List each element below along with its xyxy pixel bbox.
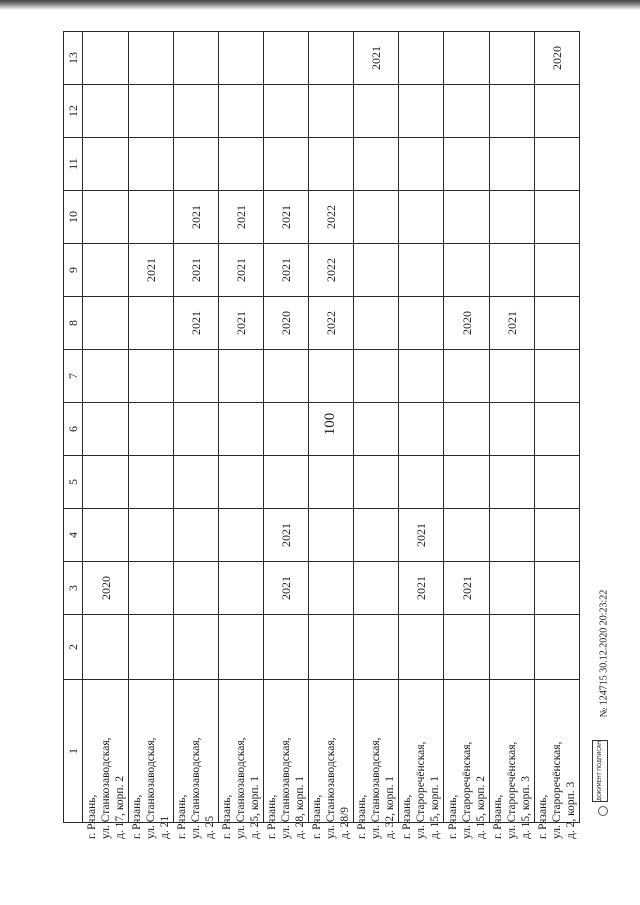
- year-cell: [534, 244, 579, 297]
- year-cell: [173, 191, 218, 244]
- year-cell: [218, 138, 263, 191]
- year-cell: [399, 403, 444, 456]
- address-cell: [354, 680, 399, 839]
- year-cell: [128, 403, 173, 456]
- year-cell: [354, 191, 399, 244]
- table-row: [64, 191, 580, 244]
- year-value: 2021: [279, 523, 294, 547]
- year-cell: [173, 509, 218, 562]
- year-cell: [218, 562, 263, 615]
- year-cell: [173, 350, 218, 403]
- address-text: [446, 663, 488, 839]
- year-value: 2021: [414, 576, 429, 600]
- address-text: [130, 663, 172, 839]
- year-cell: [444, 191, 489, 244]
- year-cell: [128, 509, 173, 562]
- year-cell: [263, 297, 308, 350]
- address-cell: [534, 680, 579, 839]
- year-cell: [128, 350, 173, 403]
- year-cell: [489, 244, 534, 297]
- column-header-label: 3: [66, 585, 81, 591]
- year-cell: [263, 350, 308, 403]
- year-cell: [444, 403, 489, 456]
- year-value: 2021: [188, 205, 203, 229]
- year-cell: [399, 138, 444, 191]
- year-cell: [444, 456, 489, 509]
- year-cell: [489, 456, 534, 509]
- year-value: 2021: [279, 205, 294, 229]
- year-cell: [399, 244, 444, 297]
- address-text: [265, 663, 307, 839]
- column-header-label: 10: [66, 211, 81, 223]
- year-cell: [218, 350, 263, 403]
- year-cell: [218, 403, 263, 456]
- year-cell: [354, 138, 399, 191]
- year-cell: [354, 509, 399, 562]
- year-cell: [444, 350, 489, 403]
- page-number: 100: [322, 412, 338, 436]
- year-cell: [534, 350, 579, 403]
- signature-stamp-text: ДОКУМЕНТ ПОДПИСАН: [597, 740, 603, 802]
- year-cell: [309, 350, 354, 403]
- address-line: ул. Староречёнская,: [505, 741, 518, 839]
- address-cell: [489, 680, 534, 839]
- column-header: [64, 456, 83, 509]
- address-text: [355, 663, 397, 839]
- table-row: [64, 350, 580, 403]
- column-header-label: 2: [66, 644, 81, 650]
- year-cell: [534, 562, 579, 615]
- year-cell: [128, 562, 173, 615]
- year-cell: [263, 138, 308, 191]
- year-cell: [263, 191, 308, 244]
- year-cell: [218, 456, 263, 509]
- year-value: 2022: [324, 205, 339, 229]
- year-cell: [263, 403, 308, 456]
- year-cell: [309, 403, 354, 456]
- year-cell: [354, 32, 399, 85]
- year-cell: [83, 191, 128, 244]
- year-value: 2021: [188, 258, 203, 282]
- year-cell: [218, 244, 263, 297]
- year-cell: [173, 456, 218, 509]
- year-cell: [444, 138, 489, 191]
- year-value: 2021: [279, 258, 294, 282]
- year-cell: [263, 85, 308, 138]
- table-row: [64, 403, 580, 456]
- year-cell: [444, 32, 489, 85]
- address-text: [310, 663, 352, 839]
- year-cell: [534, 297, 579, 350]
- year-cell: [173, 32, 218, 85]
- address-cell: [399, 680, 444, 839]
- year-cell: [444, 562, 489, 615]
- address-cell: [218, 680, 263, 839]
- year-cell: [83, 456, 128, 509]
- year-cell: [218, 509, 263, 562]
- column-header: [64, 32, 83, 85]
- year-cell: [128, 85, 173, 138]
- address-cell: [173, 680, 218, 839]
- address-text: [491, 663, 533, 839]
- address-line: г. Рязань,: [536, 794, 549, 839]
- year-value: 2022: [324, 311, 339, 335]
- column-header: [64, 680, 83, 823]
- year-cell: [218, 85, 263, 138]
- year-cell: [444, 85, 489, 138]
- year-cell: [444, 297, 489, 350]
- address-line: д. 28/9: [339, 806, 352, 839]
- year-cell: [83, 138, 128, 191]
- address-line: д. 25: [203, 815, 216, 839]
- address-line: ул. Станкозаводская,: [325, 737, 338, 839]
- address-text: [220, 663, 262, 839]
- year-value: 2021: [233, 311, 248, 335]
- year-cell: [263, 509, 308, 562]
- year-cell: [534, 138, 579, 191]
- year-cell: [354, 456, 399, 509]
- year-cell: [444, 509, 489, 562]
- table-row: [64, 562, 580, 615]
- year-cell: [399, 85, 444, 138]
- year-cell: [83, 244, 128, 297]
- year-cell: [83, 85, 128, 138]
- year-cell: [534, 32, 579, 85]
- year-value: 2021: [369, 46, 384, 70]
- column-header-label: 9: [66, 267, 81, 273]
- address-cell: [128, 680, 173, 839]
- year-cell: [489, 509, 534, 562]
- year-cell: [354, 297, 399, 350]
- year-cell: [399, 191, 444, 244]
- year-cell: [263, 562, 308, 615]
- year-value: 2022: [324, 258, 339, 282]
- year-cell: [263, 456, 308, 509]
- column-header-label: 5: [66, 479, 81, 485]
- address-line: д. 21: [158, 815, 171, 839]
- address-cell: [444, 680, 489, 839]
- address-line: ул. Станкозаводская,: [144, 737, 157, 839]
- year-cell: [83, 297, 128, 350]
- address-line: д. 32, корп. 1: [384, 775, 397, 839]
- address-text: [536, 663, 578, 839]
- column-header-label: 4: [66, 532, 81, 538]
- address-line: г. Рязань,: [175, 794, 188, 839]
- year-cell: [128, 297, 173, 350]
- year-cell: [263, 244, 308, 297]
- year-cell: [399, 297, 444, 350]
- year-value: 2020: [459, 311, 474, 335]
- column-header: [64, 244, 83, 297]
- address-text: [85, 663, 127, 839]
- year-cell: [309, 297, 354, 350]
- address-line: д. 28, корп. 1: [294, 775, 307, 839]
- address-line: г. Рязань,: [491, 794, 504, 839]
- year-cell: [128, 456, 173, 509]
- year-cell: [128, 138, 173, 191]
- address-line: д. 15, корп. 3: [519, 775, 532, 839]
- column-header: [64, 191, 83, 244]
- address-line: д. 15, корп. 1: [429, 775, 442, 839]
- table-row: [64, 85, 580, 138]
- year-cell: [354, 244, 399, 297]
- signature-stamp: [592, 740, 608, 802]
- address-line: ул. Станкозаводская,: [234, 737, 247, 839]
- year-cell: [354, 403, 399, 456]
- address-line: ул. Староречёнская,: [550, 741, 563, 839]
- address-line: д. 25, корп. 1: [248, 775, 261, 839]
- address-line: ул. Станкозаводская,: [99, 737, 112, 839]
- address-line: г. Рязань,: [220, 794, 233, 839]
- address-cell: [263, 680, 308, 839]
- address-line: г. Рязань,: [85, 794, 98, 839]
- year-cell: [489, 85, 534, 138]
- year-cell: [489, 191, 534, 244]
- address-line: д. 2, корп. 3: [564, 781, 577, 839]
- schedule-table: [63, 31, 580, 839]
- address-line: ул. Станкозаводская,: [189, 737, 202, 839]
- column-header-label: 1: [66, 748, 81, 754]
- year-cell: [534, 85, 579, 138]
- year-cell: [309, 562, 354, 615]
- address-text: [400, 663, 442, 839]
- year-cell: [309, 244, 354, 297]
- column-header-label: 12: [66, 105, 81, 117]
- year-value: 2020: [549, 46, 564, 70]
- year-cell: [534, 509, 579, 562]
- year-cell: [83, 32, 128, 85]
- column-header-label: 7: [66, 373, 81, 379]
- column-header: [64, 350, 83, 403]
- year-cell: [309, 32, 354, 85]
- year-cell: [399, 509, 444, 562]
- year-cell: [309, 509, 354, 562]
- year-cell: [399, 32, 444, 85]
- address-line: г. Рязань,: [356, 794, 369, 839]
- table-row: [64, 509, 580, 562]
- year-cell: [128, 244, 173, 297]
- column-header: [64, 403, 83, 456]
- year-value: 2021: [233, 258, 248, 282]
- year-value: 2021: [414, 523, 429, 547]
- year-cell: [354, 562, 399, 615]
- year-cell: [309, 191, 354, 244]
- year-cell: [128, 191, 173, 244]
- address-line: г. Рязань,: [130, 794, 143, 839]
- column-header: [64, 562, 83, 615]
- column-header: [64, 615, 83, 680]
- year-cell: [489, 297, 534, 350]
- year-cell: [489, 138, 534, 191]
- year-value: 2021: [459, 576, 474, 600]
- year-cell: [354, 85, 399, 138]
- year-cell: [399, 456, 444, 509]
- year-cell: [173, 85, 218, 138]
- year-cell: [309, 85, 354, 138]
- year-value: 2021: [279, 576, 294, 600]
- table-row: [64, 244, 580, 297]
- year-cell: [173, 403, 218, 456]
- address-text: [175, 663, 217, 839]
- column-header: [64, 509, 83, 562]
- address-line: г. Рязань,: [446, 794, 459, 839]
- year-cell: [173, 244, 218, 297]
- column-header-label: 6: [66, 426, 81, 432]
- year-cell: [399, 350, 444, 403]
- year-cell: [489, 562, 534, 615]
- year-cell: [218, 32, 263, 85]
- year-cell: [534, 456, 579, 509]
- column-header-label: 13: [66, 52, 81, 64]
- address-line: г. Рязань,: [401, 794, 414, 839]
- table-row: [64, 138, 580, 191]
- address-line: д. 15, корп. 2: [474, 775, 487, 839]
- year-cell: [309, 138, 354, 191]
- year-value: 2020: [279, 311, 294, 335]
- table-row: [64, 297, 580, 350]
- year-cell: [173, 138, 218, 191]
- column-header: [64, 297, 83, 350]
- year-cell: [489, 403, 534, 456]
- address-cell: [83, 680, 128, 839]
- address-line: д. 17, корп. 2: [113, 775, 126, 839]
- scan-edge: [0, 0, 640, 10]
- year-cell: [489, 32, 534, 85]
- year-cell: [218, 297, 263, 350]
- year-cell: [83, 562, 128, 615]
- table-row: [64, 680, 580, 823]
- address-line: ул. Станкозаводская,: [370, 737, 383, 839]
- year-cell: [444, 244, 489, 297]
- year-cell: [534, 403, 579, 456]
- document-id-prefix: №: [598, 707, 610, 718]
- year-value: 2021: [188, 311, 203, 335]
- year-value: 2021: [233, 205, 248, 229]
- year-cell: [399, 562, 444, 615]
- year-cell: [83, 509, 128, 562]
- year-cell: [218, 191, 263, 244]
- address-cell: [309, 680, 354, 839]
- year-value: 2021: [504, 311, 519, 335]
- document-id-value: 124715 30.12.2020 20:23:22: [598, 589, 610, 706]
- year-value: 2021: [143, 258, 158, 282]
- column-header-label: 8: [66, 320, 81, 326]
- table-row: [64, 32, 580, 85]
- column-header: [64, 85, 83, 138]
- year-value: 2020: [98, 576, 113, 600]
- column-header-label: 11: [66, 158, 81, 170]
- address-line: ул. Староречёнская,: [415, 741, 428, 839]
- year-cell: [489, 350, 534, 403]
- year-cell: [354, 350, 399, 403]
- table-row: [64, 456, 580, 509]
- address-line: г. Рязань,: [266, 794, 279, 839]
- year-cell: [83, 350, 128, 403]
- emblem-icon: [598, 806, 608, 816]
- year-cell: [173, 562, 218, 615]
- address-line: г. Рязань,: [311, 794, 324, 839]
- year-cell: [128, 32, 173, 85]
- year-cell: [309, 456, 354, 509]
- year-cell: [263, 32, 308, 85]
- year-cell: [173, 297, 218, 350]
- year-cell: [534, 191, 579, 244]
- address-line: ул. Староречёнская,: [460, 741, 473, 839]
- address-line: ул. Станкозаводская,: [280, 737, 293, 839]
- year-cell: [83, 403, 128, 456]
- column-header: [64, 138, 83, 191]
